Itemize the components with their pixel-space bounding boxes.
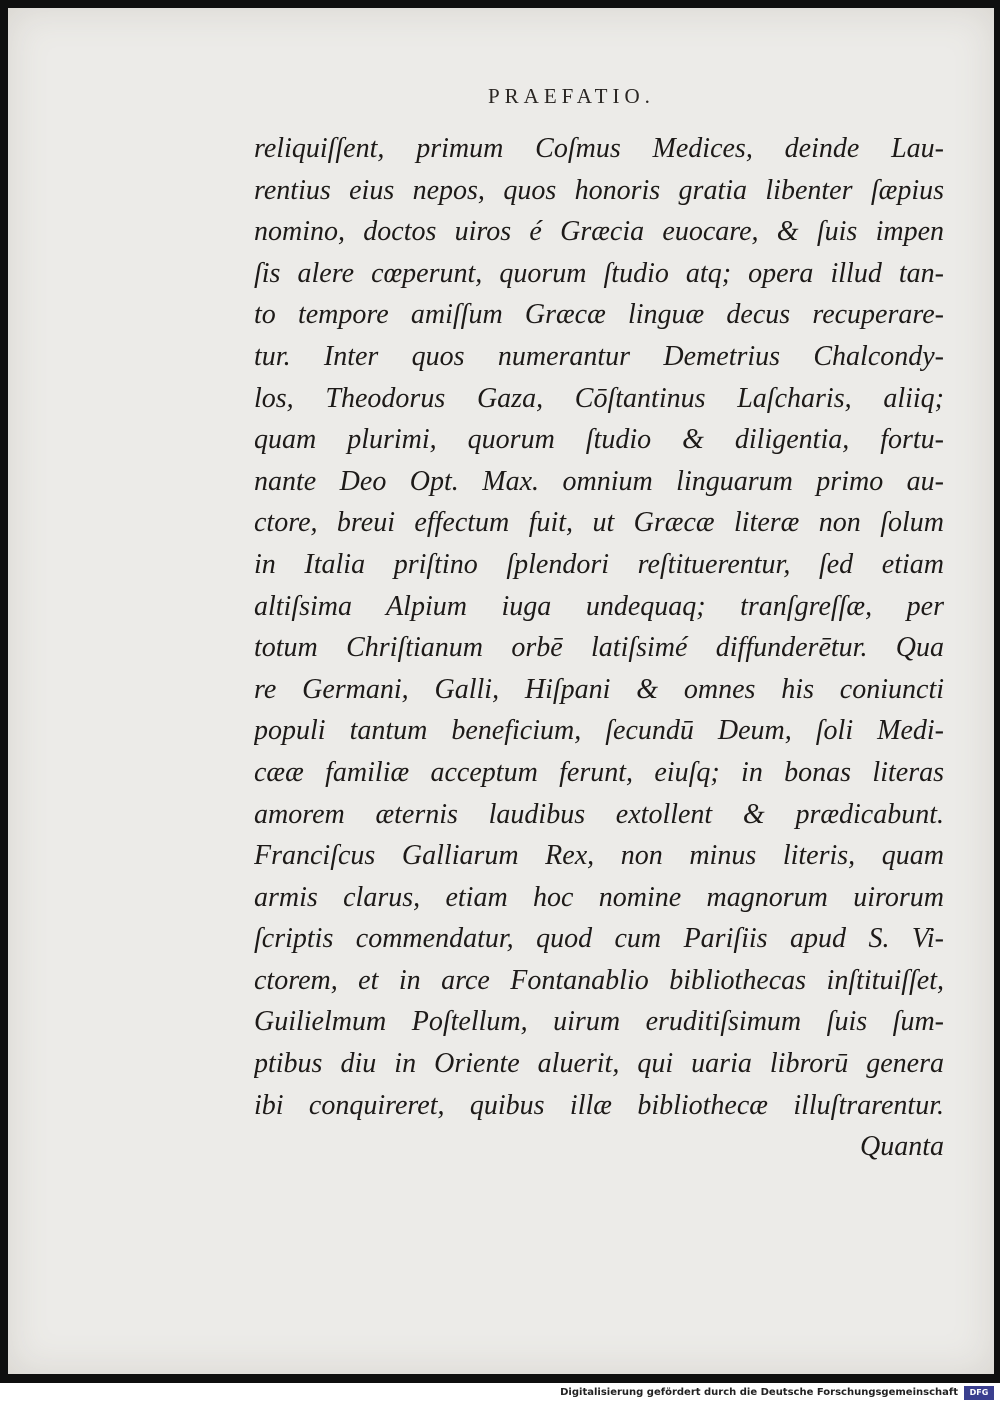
text-line: tur. Inter quos numerantur Demetrius Chalcondy- [254, 340, 944, 372]
text-line: to tempore amiſſum Græcæ linguæ decus recuperare- [254, 299, 944, 331]
text-line: nomino, doctos uiros é Græcia euocare, & ſuis impen [254, 216, 944, 248]
text-line: nante Deo Opt. Max. omnium linguarum primo au- [254, 465, 944, 497]
text-line: amorem æternis laudibus extollent & prædicabunt. [254, 798, 944, 830]
text-line: ptibus diu in Oriente aluerit, qui uaria librorū genera [254, 1048, 944, 1080]
text-line: totum Chriſtianum orbē latiſsimé diffunderētur. Qua [254, 632, 944, 664]
text-line: ctore, breui effectum fuit, ut Græcæ literæ non ſolum [254, 507, 944, 539]
text-line: rentius eius nepos, quos honoris gratia libenter ſæpius [254, 174, 944, 206]
text-line: populi tantum beneficium, ſecundū Deum, ſoli Medi- [254, 715, 944, 747]
book-page [8, 8, 994, 1374]
attribution-bar [0, 1383, 1000, 1404]
text-line: ſcriptis commendatur, quod cum Pariſiis apud S. Vi- [254, 923, 944, 955]
catchword: Quanta [860, 1131, 944, 1163]
text-line: cææ familiæ acceptum ferunt, eiuſq; in bonas literas [254, 756, 944, 788]
text-line: in Italia priſtino ſplendori reſtituerentur, ſed etiam [254, 548, 944, 580]
funding-credit: Digitalisierung gefördert durch die Deutsche Forschungsgemeinschaft [560, 1387, 958, 1398]
text-line: altiſsima Alpium iuga undequaq; tranſgreſſæ, per [254, 590, 944, 622]
text-block [254, 128, 944, 1168]
text-line: Franciſcus Galliarum Rex, non minus literis, quam [254, 840, 944, 872]
text-line: ſis alere cœperunt, quorum ſtudio atq; opera illud tan- [254, 257, 944, 289]
text-line: quam plurimi, quorum ſtudio & diligentia, fortu- [254, 424, 944, 456]
text-line: re Germani, Galli, Hiſpani & omnes his coniuncti [254, 673, 944, 705]
text-line: ibi conquireret, quibus illæ bibliothecæ illuſtrarentur. [254, 1089, 944, 1121]
text-line: armis clarus, etiam hoc nomine magnorum uirorum [254, 881, 944, 913]
text-line: los, Theodorus Gaza, Cōſtantinus Laſcharis, aliiq; [254, 382, 944, 414]
running-head: PRAEFATIO. [488, 84, 655, 108]
text-line: reliquiſſent, primum Coſmus Medices, deinde Lau- [254, 133, 944, 164]
text-line: ctorem, et in arce Fontanablio bibliothecas inſtituiſſet, [254, 964, 944, 996]
dfg-logo: DFG [964, 1386, 994, 1400]
text-line: Guilielmum Poſtellum, uirum eruditiſsimum ſuis ſum- [254, 1006, 944, 1038]
